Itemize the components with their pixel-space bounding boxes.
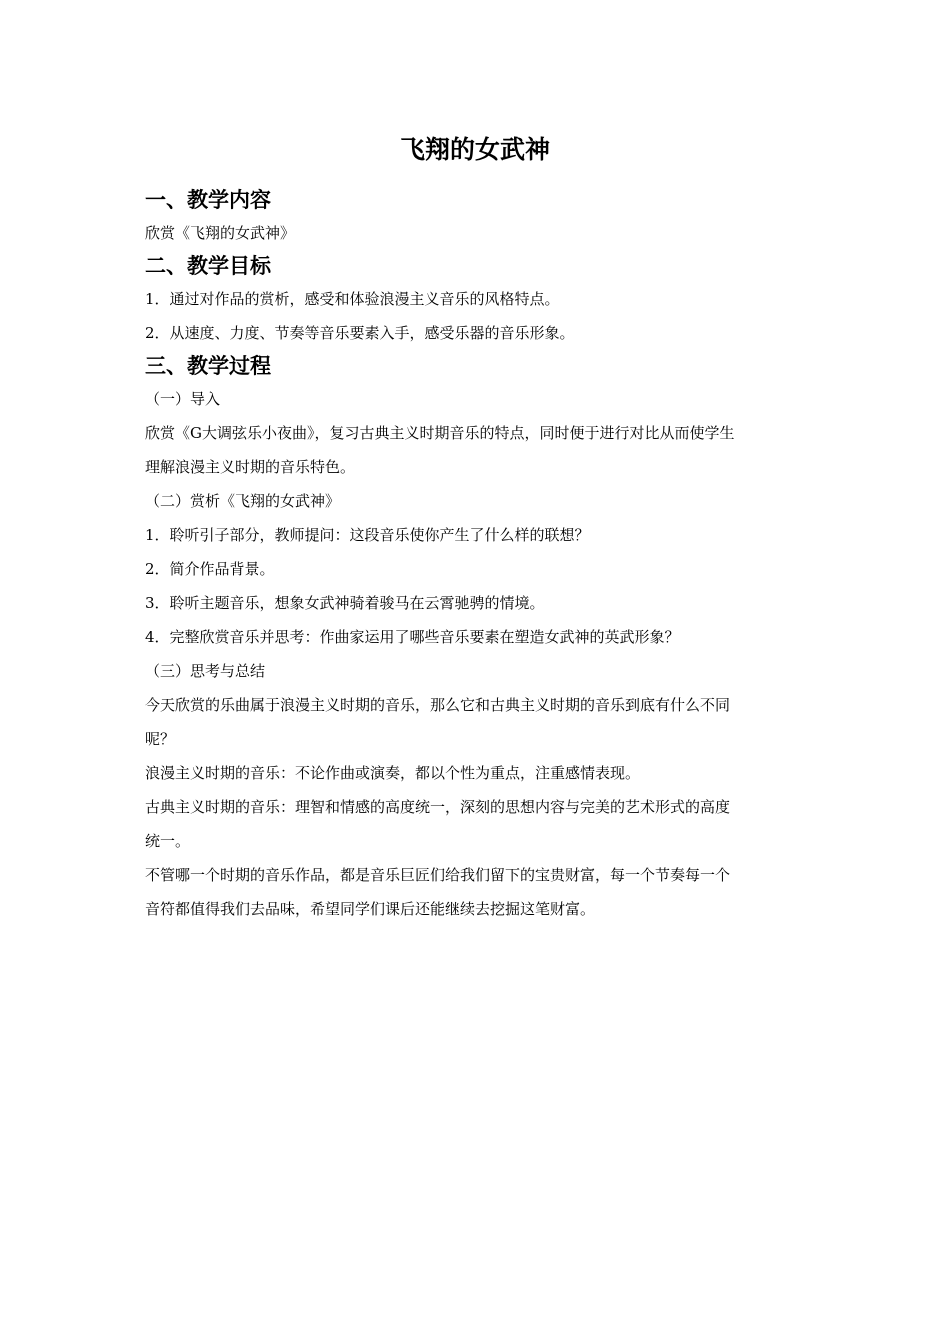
summary-paragraph-line: 统一。 [145,832,191,850]
introduction-text-line: 欣赏《G大调弦乐小夜曲》，复习古典主义时期音乐的特点，同时便于进行对比从而使学生 [145,424,735,442]
section-teaching-goals [145,250,815,350]
process-part-appreciation [145,484,815,654]
goal-item: 2．从速度、力度、节奏等音乐要素入手，感受乐器的音乐形象。 [145,324,575,342]
part-label-summary: （三）思考与总结 [145,662,266,680]
appreciation-step: 4．完整欣赏音乐并思考：作曲家运用了哪些音乐要素在塑造女武神的英武形象？ [145,628,680,646]
section-heading-teaching-process: 三、教学过程 [145,354,271,378]
document-body [145,184,815,926]
section-heading-teaching-goals: 二、教学目标 [145,254,271,278]
teaching-content-text: 欣赏《飞翔的女武神》 [145,224,296,242]
appreciation-step: 1．聆听引子部分，教师提问：这段音乐使你产生了什么样的联想？ [145,526,590,544]
document-title: 飞翔的女武神 [399,135,550,164]
summary-paragraph-line: 呢？ [145,730,176,748]
part-label-appreciation: （二）赏析《飞翔的女武神》 [145,492,341,510]
goal-item: 1．通过对作品的赏析，感受和体验浪漫主义音乐的风格特点。 [145,290,560,308]
summary-paragraph-line: 今天欣赏的乐曲属于浪漫主义时期的音乐，那么它和古典主义时期的音乐到底有什么不同 [145,696,731,714]
appreciation-step: 3．聆听主题音乐，想象女武神骑着骏马在云霄驰骋的情境。 [145,594,545,612]
section-heading-teaching-content: 一、教学内容 [145,188,271,212]
part-label-introduction: （一）导入 [145,390,221,408]
section-teaching-process [145,350,815,926]
summary-paragraph-line: 浪漫主义时期的音乐：不论作曲或演奏，都以个性为重点，注重感情表现。 [145,764,641,782]
appreciation-step: 2．简介作品背景。 [145,560,275,578]
summary-paragraph-line: 古典主义时期的音乐：理智和情感的高度统一，深刻的思想内容与完美的艺术形式的高度 [145,798,731,816]
process-part-summary [145,654,815,926]
summary-paragraph-line: 音符都值得我们去品味，希望同学们课后还能继续去挖掘这笔财富。 [145,900,596,918]
section-teaching-content [145,184,815,250]
introduction-text-line: 理解浪漫主义时期的音乐特色。 [145,458,356,476]
process-part-introduction [145,382,815,484]
summary-paragraph-line: 不管哪一个时期的音乐作品，都是音乐巨匠们给我们留下的宝贵财富，每一个节奏每一个 [145,866,731,884]
